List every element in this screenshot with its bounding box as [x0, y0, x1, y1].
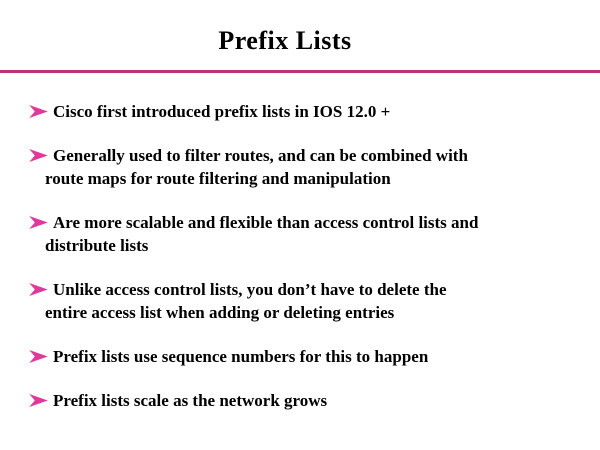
arrowhead-right-icon — [29, 394, 48, 407]
bullet-item — [28, 278, 594, 324]
bullet-item — [28, 100, 594, 123]
title-divider-line — [0, 70, 600, 73]
bullet-line: Are more scalable and flexible than access control lists and — [53, 213, 479, 232]
bullet-line: Prefix lists use sequence numbers for this to happen — [53, 347, 429, 366]
arrowhead-right-icon — [29, 149, 48, 162]
bullet-text — [45, 389, 594, 412]
bullet-text — [45, 345, 594, 368]
bullet-item — [28, 211, 594, 257]
bullet-text — [45, 100, 594, 123]
arrowhead-right-icon — [29, 283, 48, 296]
bullet-line: Cisco first introduced prefix lists in IOS 12.0 + — [53, 102, 391, 121]
bullet-line: Prefix lists scale as the network grows — [53, 391, 328, 410]
arrowhead-right-icon — [29, 216, 48, 229]
bullet-line: Unlike access control lists, you don’t have to delete the — [53, 280, 447, 299]
bullet-text — [45, 278, 594, 324]
bullet-text — [45, 144, 594, 190]
bullet-line: Generally used to filter routes, and can be combined with — [53, 146, 468, 165]
bullet-list — [28, 100, 594, 433]
bullet-line: route maps for route filtering and manipulation — [45, 169, 391, 188]
bullet-line: entire access list when adding or deleting entries — [45, 303, 395, 322]
bullet-item — [28, 144, 594, 190]
bullet-text — [45, 211, 594, 257]
arrowhead-right-icon — [29, 350, 48, 363]
bullet-item — [28, 345, 594, 368]
bullet-item — [28, 389, 594, 412]
bullet-line: distribute lists — [45, 236, 149, 255]
slide-title: Prefix Lists — [218, 26, 352, 55]
arrowhead-right-icon — [29, 105, 48, 118]
